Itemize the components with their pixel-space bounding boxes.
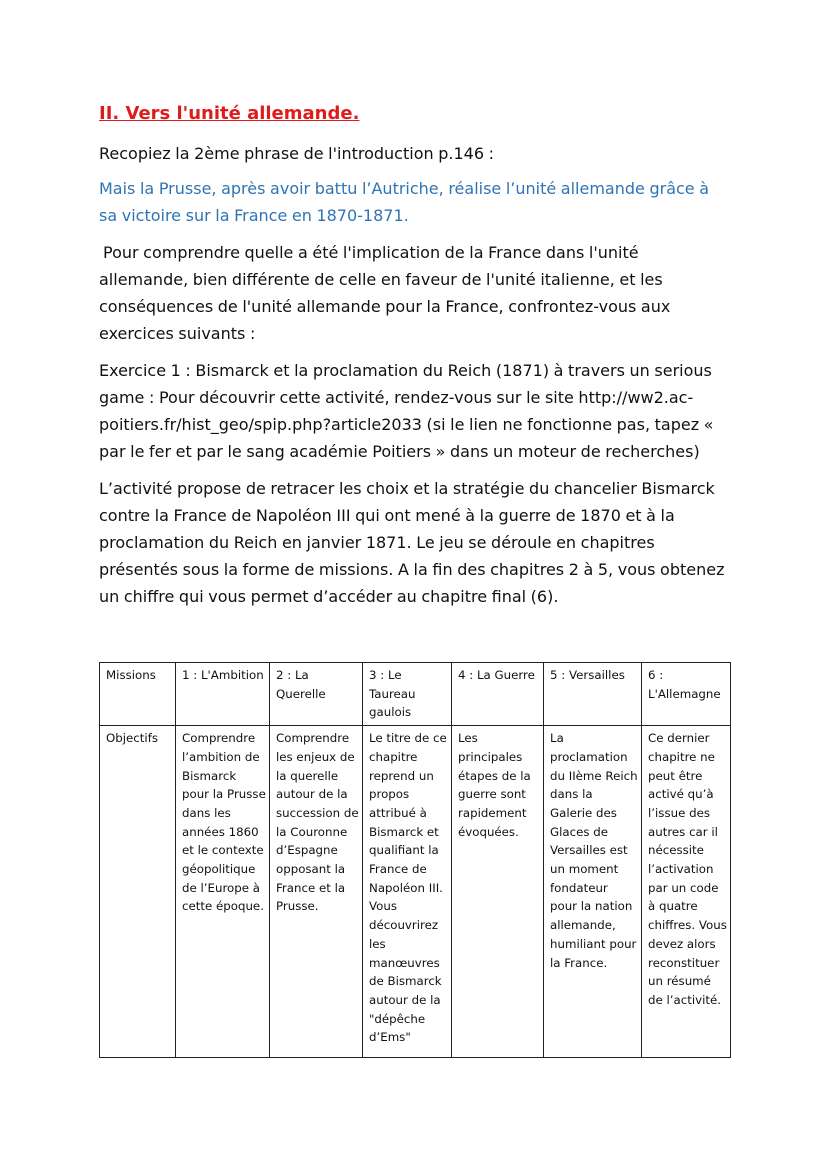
objectives-row: [100, 726, 731, 1058]
intro-quote: Mais la Prusse, après avoir battu l’Autriche, réalise l’unité allemande grâce à sa victoire sur la France en 1870-1871.: [99, 179, 710, 225]
mission-objective: Comprendre l’ambition de Bismarck pour la Prusse dans les années 1860 et le contexte géopolitique de l’Europe à cette époque.: [176, 726, 270, 1058]
mission-name: 1 : L'Ambition: [176, 663, 270, 726]
mission-objective: Le titre de ce chapitre reprend un propos attribué à Bismarck et qualifiant la France de Napoléon III. Vous découvrirez les manœuvres de Bismarck autour de la "dépêche d’Ems": [363, 726, 452, 1058]
missions-table: [99, 662, 731, 1058]
mission-objective: Les principales étapes de la guerre sont rapidement évoquées.: [452, 726, 544, 1058]
intro-paragraph: Pour comprendre quelle a été l'implication de la France dans l'unité allemande, bien différente de celle en faveur de l'unité italienne, et les conséquences de l'unité allemande pour la France, confrontez-vous aux exercices suivants :: [99, 243, 671, 343]
mission-objective: La proclamation du IIème Reich dans la Galerie des Glaces de Versailles est un moment fondateur pour la nation allemande, humiliant pour la France.: [544, 726, 642, 1058]
mission-objective: Comprendre les enjeux de la querelle autour de la succession de la Couronne d’Espagne opposant la France et la Prusse.: [270, 726, 363, 1058]
mission-name: 3 : Le Taureau gaulois: [363, 663, 452, 726]
mission-name: 2 : La Querelle: [270, 663, 363, 726]
document-body: [99, 100, 729, 610]
mission-name: 4 : La Guerre: [452, 663, 544, 726]
row-label-missions: Missions: [100, 663, 176, 726]
missions-row: [100, 663, 731, 726]
mission-name: 5 : Versailles: [544, 663, 642, 726]
activity-paragraph: L’activité propose de retracer les choix et la stratégie du chancelier Bismarck contre la France de Napoléon III qui ont mené à la guerre de 1870 et à la proclamation du Reich en janvier 1871. Le jeu se déroule en chapitres présentés sous la forme de missions. A la fin des chapitres 2 à 5, vous obtenez un chiffre qui vous permet d’accéder au chapitre final (6).: [99, 479, 725, 606]
section-heading: II. Vers l'unité allemande.: [99, 103, 360, 124]
exercise-paragraph: Exercice 1 : Bismarck et la proclamation du Reich (1871) à travers un serious game : Pour découvrir cette activité, rendez-vous sur le site http://ww2.ac-poitiers.fr/hist_geo/spip.php?article2033 (si le lien ne fonctionne pas, tapez « par le fer et par le sang académie Poitiers » dans un moteur de recherches): [99, 361, 714, 461]
mission-objective: Ce dernier chapitre ne peut être activé qu’à l’issue des autres car il nécessite l’activation par un code à quatre chiffres. Vous devez alors reconstituer un résumé de l’activité.: [642, 726, 731, 1058]
mission-name: 6 : L'Allemagne: [642, 663, 731, 726]
row-label-objectifs: Objectifs: [100, 726, 176, 1058]
instruction-text: Recopiez la 2ème phrase de l'introduction p.146 :: [99, 144, 494, 163]
